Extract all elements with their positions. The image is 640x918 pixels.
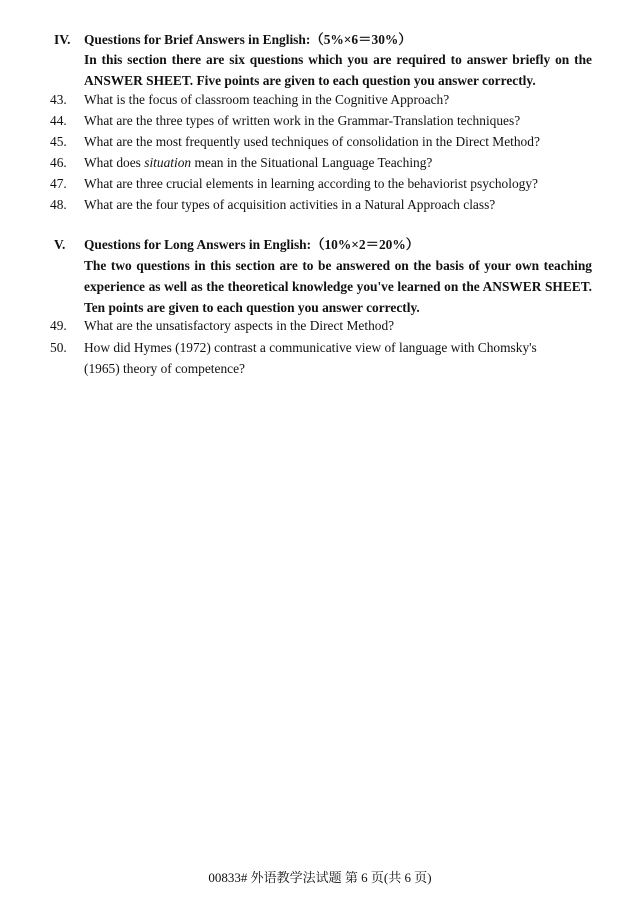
question-number: 49. bbox=[50, 318, 67, 333]
section-title: Questions for Brief Answers in English:（5%×6＝30%） bbox=[84, 32, 412, 47]
section-numeral: V. bbox=[54, 237, 66, 252]
question-text: What are three crucial elements in learning according to the behaviorist psychology? bbox=[84, 176, 538, 191]
section-instructions: In this section there are six questions which you are required to answer briefly on the ANSWER SHEET. Five points are given to each question you answer correctly. bbox=[84, 52, 592, 88]
question-number: 46. bbox=[50, 155, 67, 170]
question-text-after: mean in the Situational Language Teaching? bbox=[191, 155, 433, 170]
section-instructions: The two questions in this section are to be answered on the basis of your own teaching experience as well as the theoretical knowledge you've learned on the ANSWER SHEET. Ten points are given to each question you answer correctly. bbox=[84, 258, 592, 315]
question-number: 48. bbox=[50, 197, 67, 212]
section-heading bbox=[0, 29, 640, 51]
question-number: 50. bbox=[50, 340, 67, 355]
question-text: What are the most frequently used techniques of consolidation in the Direct Method? bbox=[84, 134, 540, 149]
section-title: Questions for Long Answers in English:（10%×2＝20%） bbox=[84, 237, 420, 252]
question-text: How did Hymes (1972) contrast a communicative view of language with Chomsky's (1965) theory of competence? bbox=[84, 340, 537, 376]
question-text: What are the three types of written work in the Grammar-Translation techniques? bbox=[84, 113, 521, 128]
question-text-before: What does bbox=[84, 155, 145, 170]
page-footer: 00833# 外语教学法试题 第 6 页(共 6 页) bbox=[208, 870, 432, 885]
question-number: 44. bbox=[50, 113, 67, 128]
question-number: 45. bbox=[50, 134, 67, 149]
question-text: What is the focus of classroom teaching in the Cognitive Approach? bbox=[84, 92, 450, 107]
question-text: What are the four types of acquisition activities in a Natural Approach class? bbox=[84, 197, 496, 212]
question-text: What are the unsatisfactory aspects in the Direct Method? bbox=[84, 318, 395, 333]
section-heading bbox=[0, 234, 640, 256]
section-numeral: IV. bbox=[54, 32, 71, 47]
italic-term: situation bbox=[144, 155, 192, 170]
question-number: 47. bbox=[50, 176, 67, 191]
question-text bbox=[84, 153, 594, 174]
question-number: 43. bbox=[50, 92, 67, 107]
